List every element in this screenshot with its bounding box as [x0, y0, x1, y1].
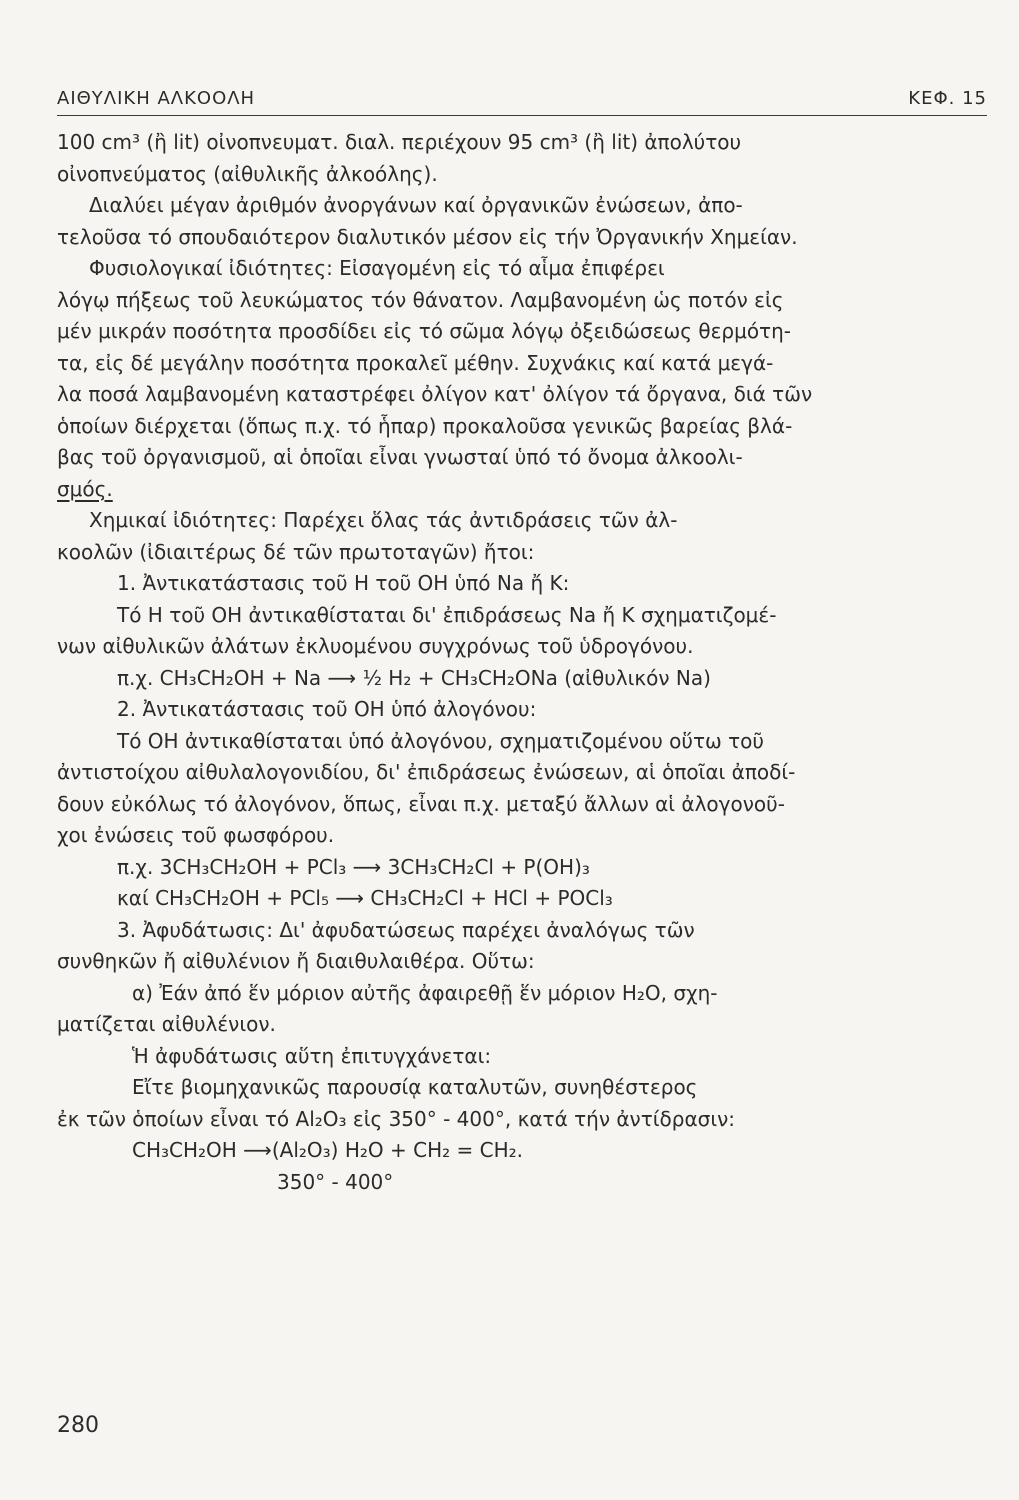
body-text — [57, 127, 992, 1198]
text-line: χοι ἐνώσεις τοῦ φωσφόρου. — [57, 823, 335, 847]
text-line: τα, εἰς δέ μεγάλην ποσότητα προκαλεῖ μέθην. Συχνάκις καί κατά μεγά- — [57, 350, 774, 375]
text-line: μέν μικράν ποσότητα προσδίδει εἰς τό σῶμα λόγῳ ὀξειδώσεως θερμότη- — [57, 319, 791, 343]
text-line: 2. Ἀντικατάστασις τοῦ ΟΗ ὑπό ἀλογόνου: — [117, 697, 537, 721]
text-line: κοολῶν (ἰδιαιτέρως δέ τῶν πρωτοταγῶν) ἤτοι: — [57, 539, 535, 564]
text-line: λόγῳ πήξεως τοῦ λευκώματος τόν θάνατον. Λαμβανομένη ὡς ποτόν εἰς — [57, 287, 784, 312]
text-line: 3. Ἀφυδάτωσις: Δι' ἀφυδατώσεως παρέχει ἀναλόγως τῶν — [117, 917, 695, 942]
text-line: λα ποσά λαμβανομένη καταστρέφει ὀλίγον κατ' ὀλίγον τά ὄργανα, διά τῶν — [57, 382, 813, 406]
text-line: 100 cm³ (ἢ lit) οἰνοπνευματ. διαλ. περιέχουν 95 cm³ (ἢ lit) ἀπολύτου — [57, 130, 742, 154]
text-line: τελοῦσα τό σπουδαιότερον διαλυτικόν μέσον εἰς τήν Ὀργανικήν Χημείαν. — [57, 224, 798, 249]
text-line: π.χ. CH₃CH₂OH + Na ⟶ ½ H₂ + CH₃CH₂ONa (αἰθυλικόν Na) — [117, 665, 711, 690]
text-line: 350° - 400° — [277, 1169, 394, 1194]
chapter-number: ΚΕΦ. 15 — [908, 88, 987, 109]
text-line: δουν εὐκόλως τό ἀλογόνον, ὅπως, εἶναι π.χ. μεταξύ ἄλλων αἱ ἀλογονοῦ- — [57, 791, 785, 816]
text-line: οἰνοπνεύματος (αἰθυλικῆς ἀλκοόλης). — [57, 161, 438, 186]
text-line: ἐκ τῶν ὁποίων εἶναι τό Al₂O₃ εἰς 350° - 400°, κατά τήν ἀντίδρασιν: — [57, 1106, 735, 1131]
running-header — [57, 88, 987, 114]
text-line: συνθηκῶν ἤ αἰθυλένιον ἤ διαιθυλαιθέρα. Οὕτω: — [57, 949, 535, 973]
text-line: βας τοῦ ὀργανισμοῦ, αἱ ὁποῖαι εἶναι γνωσταί ὑπό τό ὄνομα ἀλκοολι- — [57, 445, 743, 469]
text-line: Εἴτε βιομηχανικῶς παρουσίᾳ καταλυτῶν, συνηθέστερος — [132, 1075, 698, 1099]
text-line: 1. Ἀντικατάστασις τοῦ Η τοῦ ΟΗ ὑπό Νa ἤ Κ: — [117, 571, 570, 595]
text-line: ὁποίων διέρχεται (ὅπως π.χ. τό ἧπαρ) προκαλοῦσα γενικῶς βαρείας βλά- — [57, 413, 793, 438]
page-number: 280 — [57, 1413, 99, 1438]
text-line: α) Ἐάν ἀπό ἕν μόριον αὐτῆς ἀφαιρεθῇ ἕν μόριον H₂O, σχη- — [132, 980, 718, 1005]
text-line: π.χ. 3CH₃CH₂OH + PCl₃ ⟶ 3CH₃CH₂Cl + P(OH)₃ — [117, 854, 590, 879]
chapter-title: ΑΙΘΥΛΙΚΗ ΑΛΚΟΟΛΗ — [57, 88, 256, 109]
text-line: σμός. — [57, 476, 113, 501]
text-line: Χημικαί ἰδιότητες: Παρέχει ὅλας τάς ἀντιδράσεις τῶν ἀλ- — [89, 508, 678, 532]
text-line: νων αἰθυλικῶν ἀλάτων ἐκλυομένου συγχρόνως τοῦ ὑδρογόνου. — [57, 634, 694, 658]
header-rule — [57, 115, 987, 116]
text-line: Ἡ ἀφυδάτωσις αὕτη ἐπιτυγχάνεται: — [132, 1043, 492, 1068]
text-line: ἀντιστοίχου αἰθυλαλογονιδίου, δι' ἐπιδράσεως ἐνώσεων, αἱ ὁποῖαι ἀποδί- — [57, 760, 796, 784]
text-line: καί CH₃CH₂OH + PCl₅ ⟶ CH₃CH₂Cl + HCl + POCl₃ — [117, 886, 613, 910]
text-line: Τό ΟΗ ἀντικαθίσταται ὑπό ἀλογόνου, σχηματιζομένου οὕτω τοῦ — [117, 728, 764, 753]
text-line: Φυσιολογικαί ἰδιότητες: Εἰσαγομένη εἰς τό αἷμα ἐπιφέρει — [89, 256, 665, 280]
text-line: Διαλύει μέγαν ἀριθμόν ἀνοργάνων καί ὀργανικῶν ἐνώσεων, ἀπο- — [89, 193, 743, 217]
text-line: ματίζεται αἰθυλένιον. — [57, 1012, 276, 1036]
text-line: Τό Η τοῦ ΟΗ ἀντικαθίσταται δι' ἐπιδράσεως Νa ἤ Κ σχηματιζομέ- — [117, 602, 777, 627]
text-line: CH₃CH₂OH ⟶(Al₂O₃) H₂O + CH₂ = CH₂. — [132, 1138, 523, 1162]
